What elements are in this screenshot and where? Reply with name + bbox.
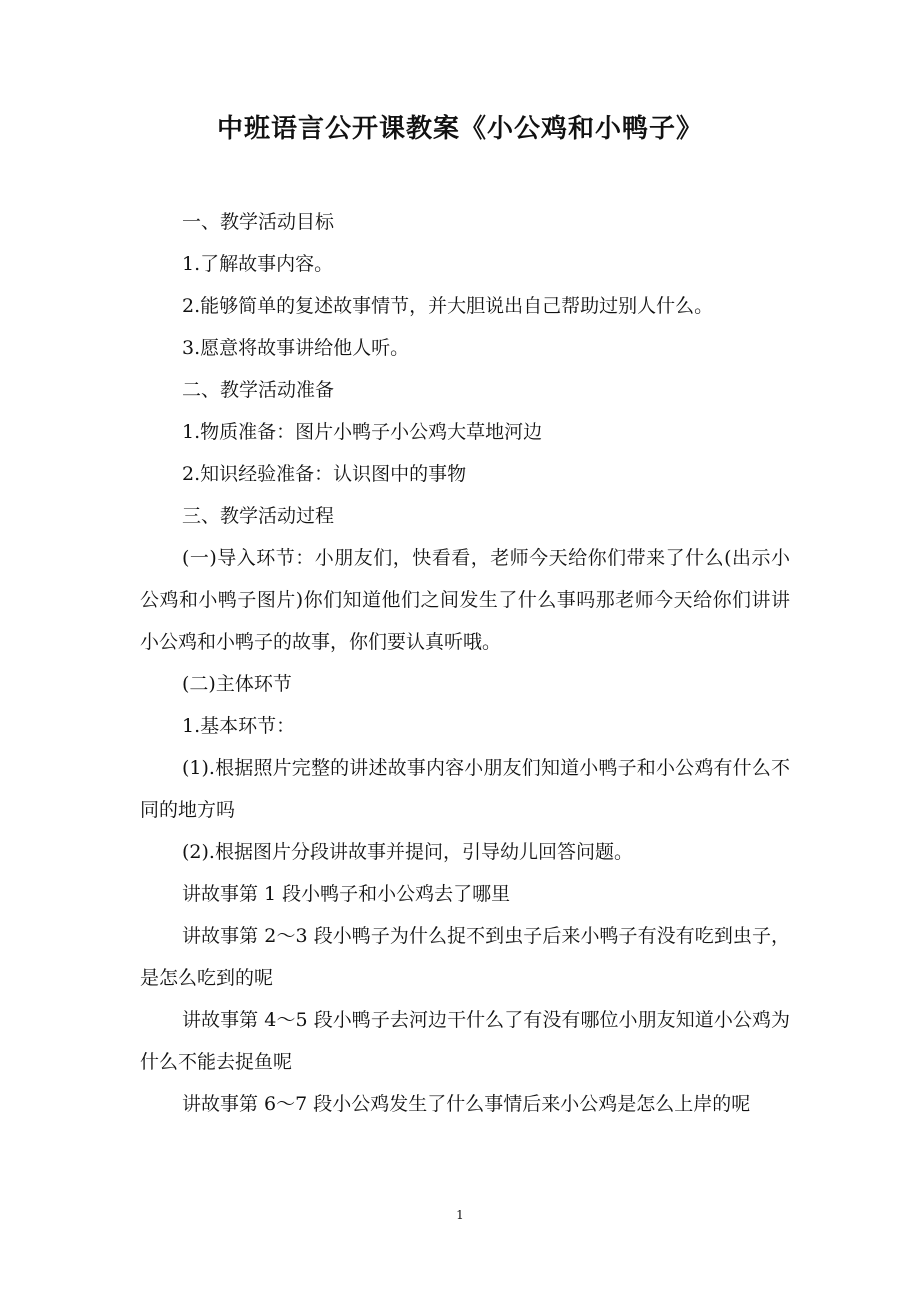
basic-step-heading: 1.基本环节：	[182, 715, 296, 737]
goal-item-3: 3.愿意将故事讲给他人听。	[182, 337, 410, 359]
document-body	[140, 201, 790, 1125]
process-intro-paragraph: (一)导入环节：小朋友们，快看看，老师今天给你们带来了什么(出示小公鸡和小鸭子图片)你们知道他们之间发生了什么事吗那老师今天给你们讲讲小公鸡和小鸭子的故事，你们要认真听哦。	[140, 547, 790, 653]
process-main-heading: (二)主体环节	[182, 673, 292, 695]
story-part-1: 讲故事第 1 段小鸭子和小公鸡去了哪里	[182, 883, 511, 905]
story-part-4-5: 讲故事第 4～5 段小鸭子去河边干什么了有没有哪位小朋友知道小公鸡为什么不能去捉鱼呢	[140, 1009, 790, 1073]
preparation-item-2: 2.知识经验准备：认识图中的事物	[182, 463, 467, 485]
story-part-2-3: 讲故事第 2～3 段小鸭子为什么捉不到虫子后来小鸭子有没有吃到虫子，是怎么吃到的呢	[140, 925, 790, 989]
basic-step-2: (2).根据图片分段讲故事并提问，引导幼儿回答问题。	[182, 841, 633, 863]
document-title: 中班语言公开课教案《小公鸡和小鸭子》	[216, 114, 703, 144]
section-heading-goals: 一、教学活动目标	[182, 211, 335, 233]
goal-item-2: 2.能够简单的复述故事情节，并大胆说出自己帮助过别人什么。	[182, 295, 714, 317]
story-part-6-7: 讲故事第 6～7 段小公鸡发生了什么事情后来小公鸡是怎么上岸的呢	[182, 1093, 751, 1115]
preparation-item-1: 1.物质准备：图片小鸭子小公鸡大草地河边	[182, 421, 543, 443]
page-number: 1	[456, 1208, 464, 1222]
section-heading-process: 三、教学活动过程	[182, 505, 335, 527]
goal-item-1: 1.了解故事内容。	[182, 253, 334, 275]
basic-step-1: (1).根据照片完整的讲述故事内容小朋友们知道小鸭子和小公鸡有什么不同的地方吗	[140, 757, 790, 821]
section-heading-preparation: 二、教学活动准备	[182, 379, 335, 401]
